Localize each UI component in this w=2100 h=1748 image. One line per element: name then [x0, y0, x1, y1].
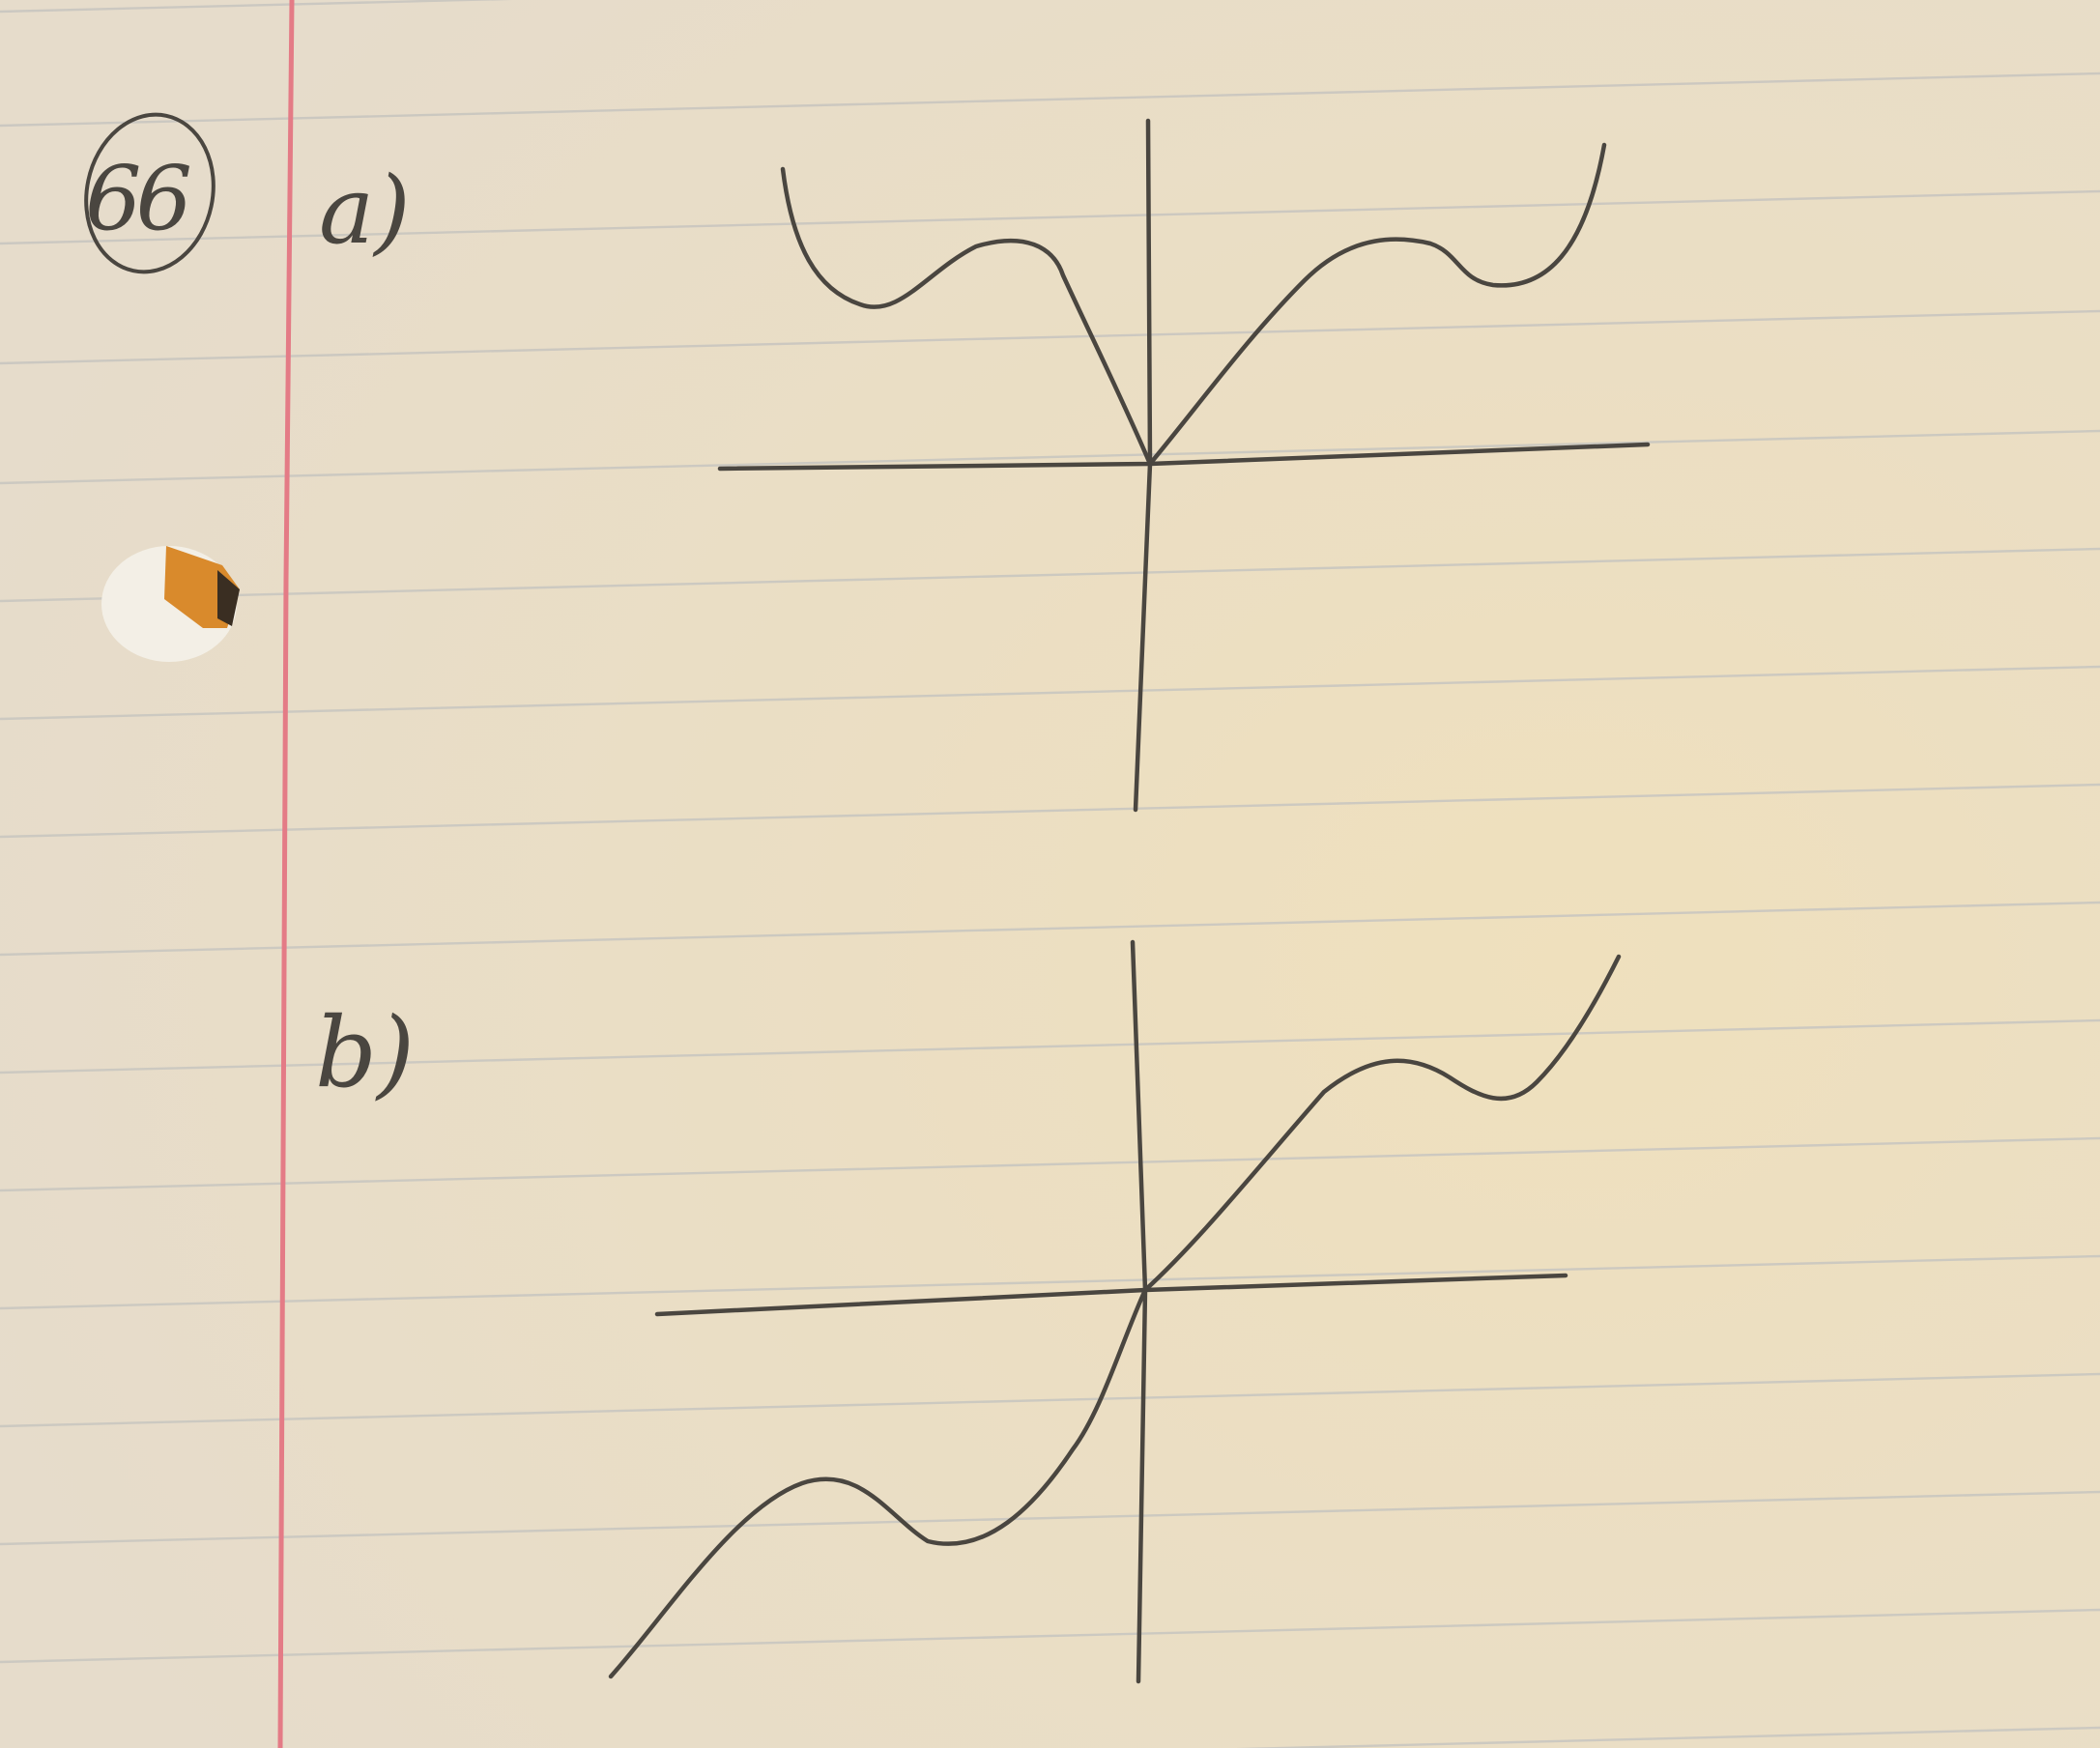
problem-number: 66: [85, 147, 187, 250]
part-a-label: a): [319, 157, 411, 265]
part-b-label: b): [315, 996, 416, 1109]
